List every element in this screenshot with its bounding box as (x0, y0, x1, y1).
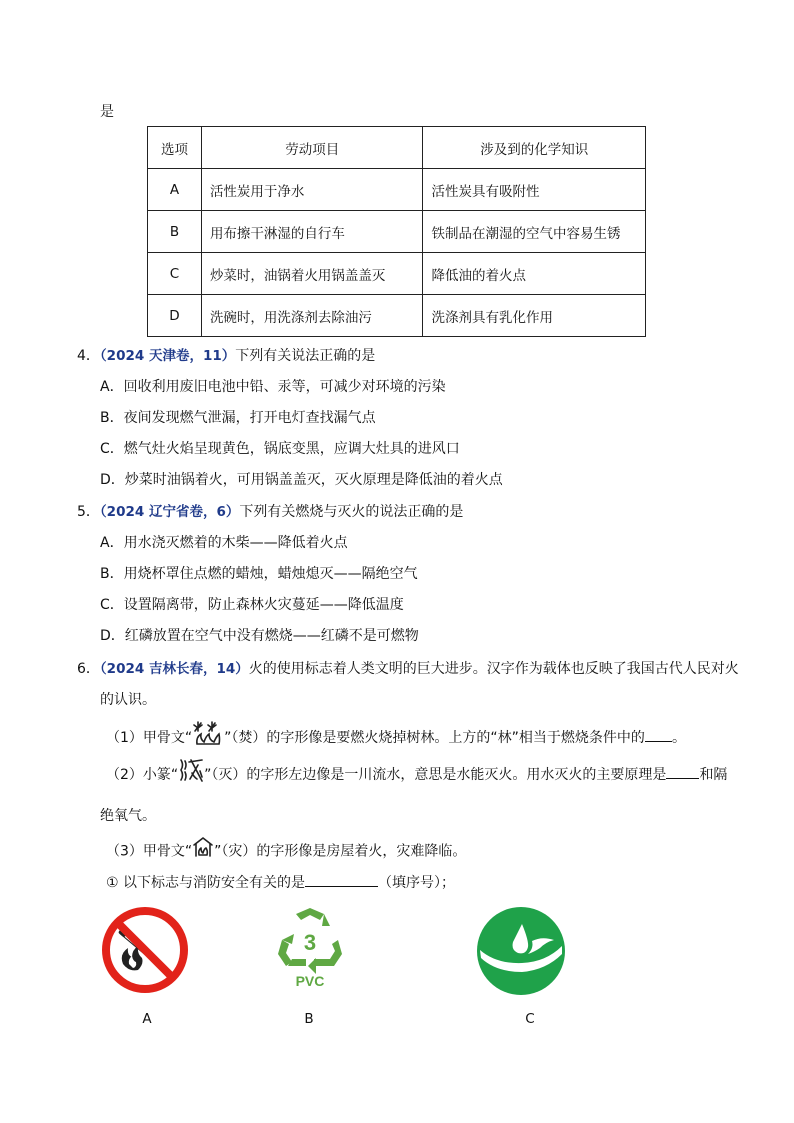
question-5-option-c: C．设置隔离带，防止森林火灾蔓延——降低温度 (100, 597, 404, 613)
table-row (148, 253, 646, 295)
question-6-stem-line2: 的认识。 (100, 692, 156, 708)
question-6-part-2-line2: 绝氧气。 (100, 808, 156, 824)
question-number: 4． (77, 348, 100, 364)
question-5-option-a: A．用水浇灭燃着的木柴——降低着火点 (100, 535, 348, 551)
part-text: 以下标志与消防安全有关的是 (118, 875, 306, 891)
sign-a-no-fire-icon (101, 906, 189, 994)
table-cell: 活性炭具有吸附性 (423, 169, 646, 211)
oracle-zai-glyph-icon (192, 836, 214, 867)
part-text: （1）甲骨文“ (106, 730, 193, 746)
question-6-sub-1 (106, 872, 455, 892)
table-row (148, 211, 646, 253)
question-text: 下列有关燃烧与灭火的说法正确的是 (239, 504, 464, 520)
answer-blank[interactable] (305, 873, 378, 887)
question-5-stem (77, 500, 463, 521)
table-header-cell: 选项 (148, 127, 202, 169)
table-cell: 洗涤剂具有乳化作用 (423, 295, 646, 337)
table-header-row (148, 127, 646, 169)
table-cell: A (148, 169, 202, 211)
table-header-cell: 涉及到的化学知识 (423, 127, 646, 169)
question-4-option-c: C．燃气灶火焰呈现黄色，锅底变黑，应调大灶具的进风口 (100, 441, 460, 457)
question-source: （2024 吉林长春，14） (99, 661, 249, 677)
question-4-stem (77, 344, 375, 365)
table-cell: 用布擦干淋湿的自行车 (201, 211, 423, 253)
question-6-part-3 (106, 836, 466, 862)
recycle-code: PVC (295, 973, 325, 989)
question-4-option-b: B．夜间发现燃气泄漏，打开电灯查找漏气点 (100, 410, 376, 426)
question-4-option-a: A．回收利用废旧电池中铅、汞等，可减少对环境的污染 (100, 379, 446, 395)
part-text: （2）小篆“ (106, 767, 179, 783)
question-source: （2024 辽宁省卷，6） (99, 504, 240, 520)
table-cell: 铁制品在潮湿的空气中容易生锈 (423, 211, 646, 253)
table-cell: B (148, 211, 202, 253)
table-cell: 降低油的着火点 (423, 253, 646, 295)
labor-chemistry-table (147, 126, 646, 337)
table-cell: C (148, 253, 202, 295)
sign-a-label: A (142, 1011, 152, 1027)
recycle-number: 3 (303, 930, 317, 955)
part-text: （填序号）； (378, 875, 456, 891)
question-source: （2024 天津卷，11） (99, 348, 236, 364)
question-6-stem (77, 657, 739, 678)
question-number: 6． (77, 661, 100, 677)
table-header-cell: 劳动项目 (201, 127, 423, 169)
sign-c-label: C (525, 1011, 535, 1027)
sign-b-label: B (304, 1011, 314, 1027)
sub-number: ① (106, 875, 119, 891)
question-intro-tail: 是 (100, 104, 114, 120)
seal-mie-glyph-icon (178, 757, 204, 793)
table-cell: 炒菜时，油锅着火用锅盖盖灭 (201, 253, 423, 295)
question-6-part-1 (106, 720, 686, 748)
question-4-option-d: D．炒菜时油锅着火，可用锅盖盖灭，灭火原理是降低油的着火点 (100, 472, 503, 488)
part-text: ”（焚）的字形像是要燃火烧掉树林。上方的“林”相当于燃烧条件中的 (224, 730, 645, 746)
question-text: 下列有关说法正确的是 (235, 348, 376, 364)
oracle-fen-glyph-icon (192, 720, 224, 756)
question-5-option-b: B．用烧杯罩住点燃的蜡烛，蜡烛熄灭——隔绝空气 (100, 566, 418, 582)
sign-c-water-saving-icon (476, 906, 566, 996)
answer-blank[interactable] (666, 765, 699, 779)
table-row (148, 169, 646, 211)
table-row (148, 295, 646, 337)
table-cell: 洗碗时，用洗涤剂去除油污 (201, 295, 423, 337)
part-text: ”（灭）的字形左边像是一川流水，意思是水能灭火。用水灭火的主要原理是 (204, 767, 667, 783)
question-text: 火的使用标志着人类文明的巨大进步。汉字作为载体也反映了我国古代人民对火 (248, 661, 739, 677)
table-cell: D (148, 295, 202, 337)
question-5-option-d: D．红磷放置在空气中没有燃烧——红磷不是可燃物 (100, 628, 419, 644)
table-cell: 活性炭用于净水 (201, 169, 423, 211)
part-text: 。 (671, 730, 686, 746)
answer-blank[interactable] (645, 728, 672, 742)
part-text: 和隔 (699, 767, 728, 783)
question-number: 5． (77, 504, 100, 520)
part-text: ”（灾）的字形像是房屋着火，灾难降临。 (214, 843, 467, 860)
sign-b-pvc-recycle-icon (274, 906, 346, 990)
part-text: （3）甲骨文“ (106, 843, 193, 860)
question-6-part-2 (106, 757, 727, 785)
